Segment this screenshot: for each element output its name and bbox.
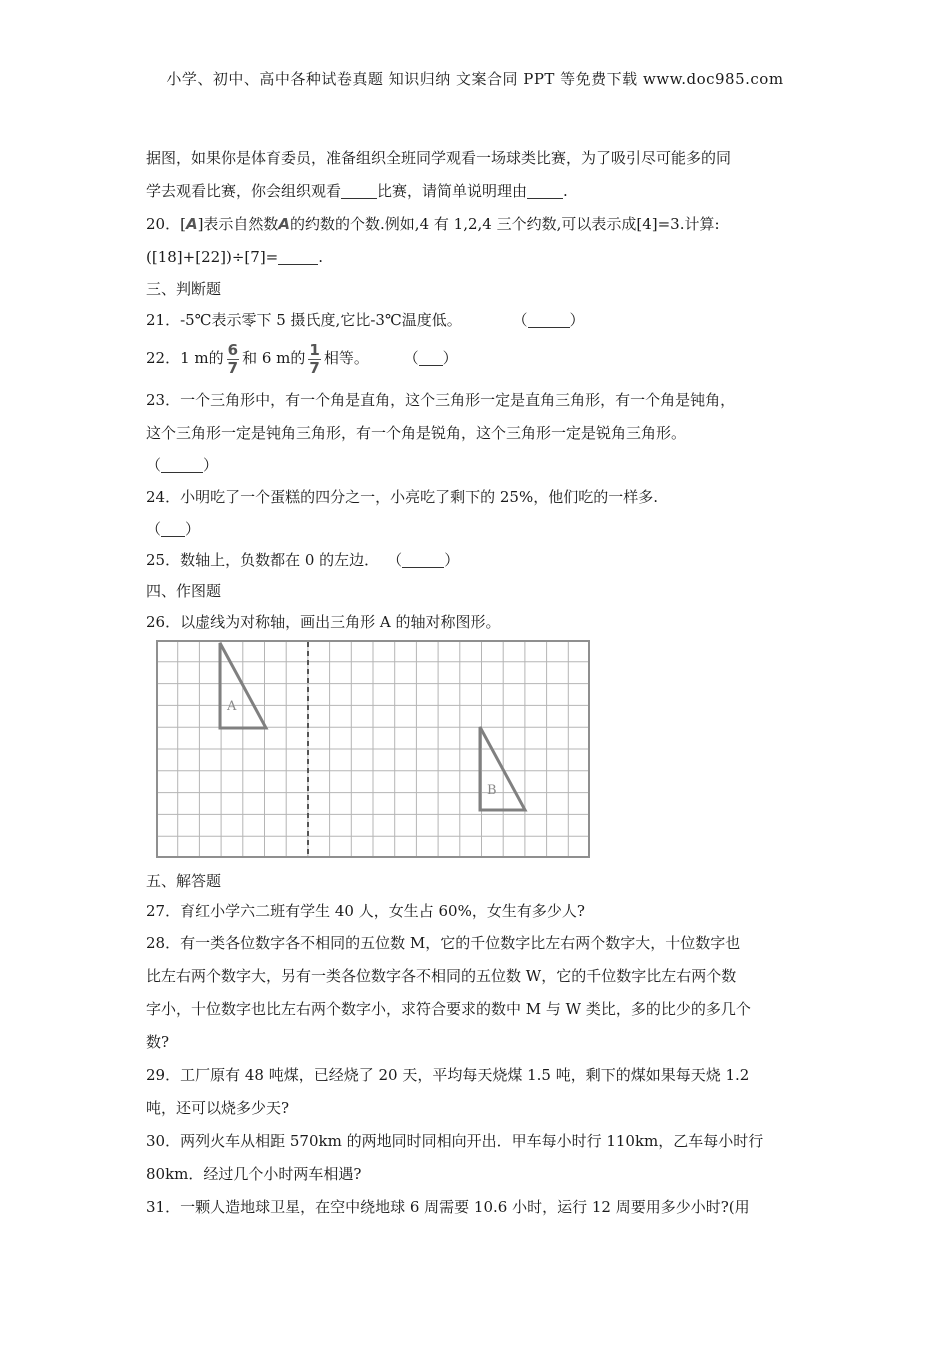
q19-blank-reason[interactable] [527, 180, 563, 199]
q20-period: . [318, 248, 324, 266]
q25-answer[interactable]: （ ） [387, 551, 460, 569]
q23-line2: 这个三角形一定是钝角三角形，有一个角是锐角，这个三角形一定是锐角三角形。 [146, 424, 687, 442]
q22-text-b: 和 6 m的 [242, 349, 306, 367]
q19-text-a: 学去观看比赛，你会组织观看 [146, 182, 342, 200]
q20-expression: ([18]+[22])÷[7]= [146, 248, 279, 266]
q28-line2: 比左右两个数字大，另有一类各位数字各不相同的五位数 W，它的千位数字比左右两个数 [146, 967, 737, 985]
q23-line1: 23．一个三角形中，有一个角是直角，这个三角形一定是直角三角形，有一个角是钝角， [146, 391, 736, 409]
q23-answer[interactable]: （ ） [146, 456, 219, 474]
q19-line2 [146, 175, 806, 208]
q20-line2 [146, 241, 806, 274]
q22 [146, 336, 806, 380]
fraction-six-sevenths: $\frac{6}{7}$ [227, 340, 239, 377]
q22-text-c: 相等。 [323, 349, 369, 367]
q19-text-c: . [563, 182, 568, 200]
q22-text-a: 22．1 m的 [146, 349, 224, 367]
q31-line1: 31．一颗人造地球卫星，在空中绕地球 6 周需要 10.6 小时，运行 12 周要用多少小时?(用 [146, 1198, 750, 1216]
q26-text: 26．以虚线为对称轴，画出三角形 A 的轴对称图形。 [146, 613, 501, 631]
q21 [146, 305, 806, 336]
q25-text: 25．数轴上，负数都在 0 的左边． [146, 551, 380, 569]
q20-text-b: ]表示自然数 [197, 215, 279, 233]
q30-line1: 30．两列火车从相距 570km 的两地同时同相向开出．甲车每小时行 110km，乙车每小时行 [146, 1132, 764, 1150]
section-judgement-heading: 三、判断题 [146, 280, 222, 298]
answer-section [146, 866, 806, 1224]
q28-line3: 字小，十位数字也比左右两个数字小，求符合要求的数中 M 与 W 类比，多的比少的多几个 [146, 1000, 751, 1018]
q21-answer[interactable]: （ ） [512, 311, 585, 329]
q19-line1: 据图，如果你是体育委员，准备组织全班同学观看一场球类比赛，为了吸引尽可能多的同 [146, 149, 732, 167]
q20-text-a: 20．[ [146, 215, 186, 233]
q20-answer-blank[interactable] [278, 246, 318, 265]
q30-line2: 80km．经过几个小时两车相遇? [146, 1165, 362, 1183]
fraction-one-seventh: $\frac{1}{7}$ [309, 340, 320, 377]
q29-line1: 29．工厂原有 48 吨煤，已经烧了 20 天，平均每天烧煤 1.5 吨，剩下的煤如果每天烧 1.2 [146, 1066, 750, 1084]
symmetry-grid[interactable] [156, 640, 590, 858]
triangle-b-label: B [487, 783, 497, 798]
q24-answer[interactable]: （ ） [146, 520, 201, 538]
q20-symbol-a: A [185, 215, 198, 233]
q28-line1: 28．有一类各位数字各不相同的五位数 M，它的千位数字比左右两个数字大，十位数字也 [146, 934, 741, 952]
q24-text: 24．小明吃了一个蛋糕的四分之一，小亮吃了剩下的 25%，他们吃的一样多. [146, 488, 658, 506]
q25 [146, 545, 806, 576]
q20-line1 [146, 208, 806, 241]
q19-blank-sport[interactable] [341, 180, 377, 199]
q22-answer[interactable]: （ ） [403, 349, 458, 367]
q19-text-b: 比赛，请简单说明理由 [377, 182, 528, 200]
section-solve-heading: 五、解答题 [146, 872, 222, 890]
q20-symbol-a-2: A [278, 215, 291, 233]
q20-text-c: 的约数的个数.例如,4 有 1,2,4 三个约数,可以表示成[4]=3.计算: [290, 215, 720, 233]
q21-text: 21．-5℃表示零下 5 摄氏度,它比-3℃温度低。 [146, 311, 462, 329]
q29-line2: 吨，还可以烧多少天? [146, 1099, 290, 1117]
page-header: 小学、初中、高中各种试卷真题 知识归纳 文案合同 PPT 等免费下载 www.doc985.com [166, 70, 784, 88]
triangle-a-label: A [227, 699, 237, 714]
q28-line4: 数? [146, 1033, 170, 1051]
section-drawing-heading: 四、作图题 [146, 582, 222, 600]
q27: 27．育红小学六二班有学生 40 人，女生占 60%，女生有多少人? [146, 902, 585, 920]
question-content [146, 142, 806, 638]
